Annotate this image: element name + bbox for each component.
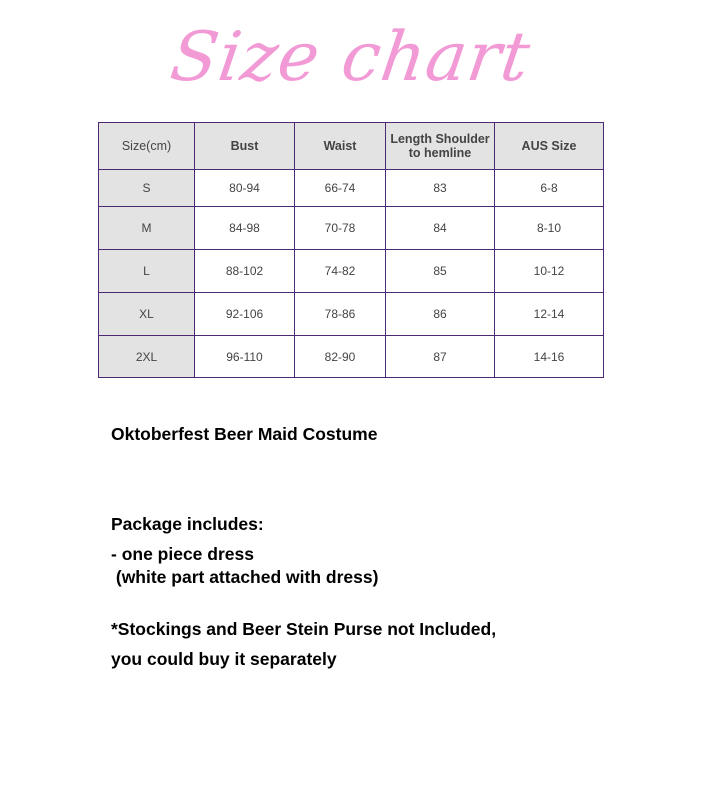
waist-cell: 82-90 bbox=[295, 336, 386, 378]
bust-cell: 96-110 bbox=[195, 336, 295, 378]
package-item: - one piece dress bbox=[111, 544, 254, 564]
waist-cell: 66-74 bbox=[295, 170, 386, 207]
table-row bbox=[99, 250, 604, 293]
waist-cell: 74-82 bbox=[295, 250, 386, 293]
table-row bbox=[99, 293, 604, 336]
table-header-row bbox=[99, 123, 604, 170]
header-waist: Waist bbox=[295, 123, 386, 170]
waist-cell: 78-86 bbox=[295, 293, 386, 336]
table-row bbox=[99, 336, 604, 378]
size-cell: M bbox=[99, 207, 195, 250]
length-cell: 85 bbox=[386, 250, 495, 293]
header-length: Length Shoulder to hemline bbox=[386, 123, 495, 170]
aus-size-cell: 6-8 bbox=[495, 170, 604, 207]
aus-size-cell: 8-10 bbox=[495, 207, 604, 250]
size-cell: 2XL bbox=[99, 336, 195, 378]
disclaimer-line: you could buy it separately bbox=[111, 649, 337, 669]
header-size: Size(cm) bbox=[99, 123, 195, 170]
package-item-note: (white part attached with dress) bbox=[111, 567, 379, 587]
size-cell: S bbox=[99, 170, 195, 207]
table-row bbox=[99, 170, 604, 207]
package-heading: Package includes: bbox=[111, 514, 264, 534]
size-cell: XL bbox=[99, 293, 195, 336]
bust-cell: 84-98 bbox=[195, 207, 295, 250]
length-cell: 86 bbox=[386, 293, 495, 336]
length-cell: 83 bbox=[386, 170, 495, 207]
length-cell: 87 bbox=[386, 336, 495, 378]
table-row bbox=[99, 207, 604, 250]
bust-cell: 88-102 bbox=[195, 250, 295, 293]
size-cell: L bbox=[99, 250, 195, 293]
header-aus-size: AUS Size bbox=[495, 123, 604, 170]
bust-cell: 80-94 bbox=[195, 170, 295, 207]
aus-size-cell: 14-16 bbox=[495, 336, 604, 378]
size-table bbox=[98, 122, 604, 378]
bust-cell: 92-106 bbox=[195, 293, 295, 336]
aus-size-cell: 10-12 bbox=[495, 250, 604, 293]
length-cell: 84 bbox=[386, 207, 495, 250]
aus-size-cell: 12-14 bbox=[495, 293, 604, 336]
header-bust: Bust bbox=[195, 123, 295, 170]
product-name: Oktoberfest Beer Maid Costume bbox=[111, 424, 378, 444]
waist-cell: 70-78 bbox=[295, 207, 386, 250]
disclaimer-line: *Stockings and Beer Stein Purse not Included, bbox=[111, 619, 497, 639]
size-chart-title: Size chart bbox=[165, 18, 536, 97]
